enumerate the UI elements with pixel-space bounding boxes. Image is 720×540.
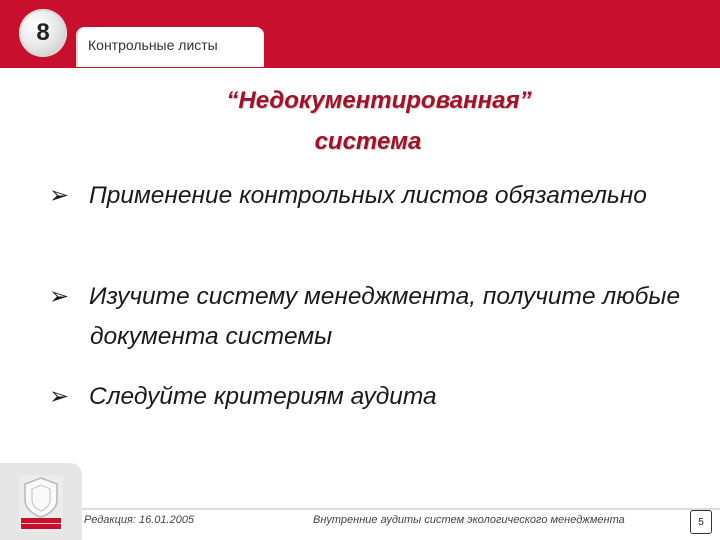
bullet-item — [49, 176, 699, 216]
section-title: Контрольные листы — [88, 37, 218, 53]
page-number: 5 — [690, 510, 712, 534]
bullet-text: Следуйте критериям аудита — [89, 383, 437, 410]
arrow-bullet-icon: ➢ — [49, 383, 70, 410]
bullet-text: Изучите систему менеджмента, получите любые документа системы — [89, 283, 681, 350]
arrow-bullet-icon: ➢ — [49, 182, 70, 209]
footer-divider — [82, 508, 720, 510]
slide-title-line1: “Недокументированная” — [226, 87, 532, 114]
bullet-item — [49, 277, 699, 357]
bullet-text: Применение контрольных листов обязательно — [89, 182, 647, 209]
section-tab — [78, 27, 264, 67]
arrow-bullet-icon: ➢ — [49, 283, 70, 310]
section-number-badge: 8 — [19, 9, 67, 57]
slide-title-line2: система — [314, 128, 422, 155]
footer-revision: Редакция: 16.01.2005 — [84, 514, 195, 526]
bullet-item — [49, 377, 699, 417]
footer-course-title: Внутренние аудиты систем экологического менеджмента — [313, 514, 625, 526]
bureau-veritas-logo — [18, 474, 64, 532]
